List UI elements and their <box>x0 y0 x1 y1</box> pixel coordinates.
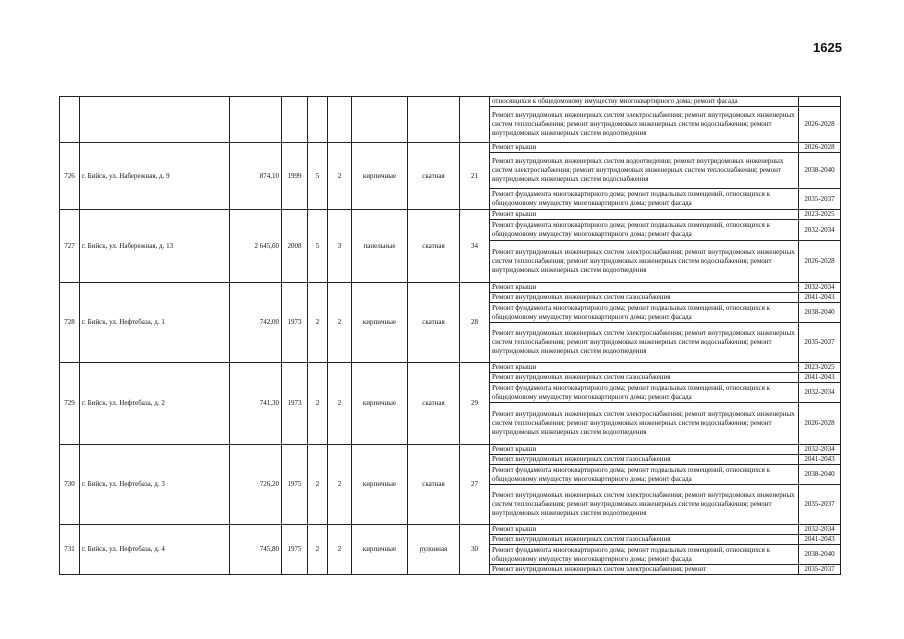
work-description: Ремонт крыши <box>490 283 799 293</box>
work-description: Ремонт фундамента многоквартирного дома; ремонт подвальных помещений, относящихся к общедомовому имуществу многоквартирного дома; ремонт фасада <box>490 383 799 403</box>
house-floors: 5 <box>308 143 328 210</box>
house-area: 741,30 <box>230 363 282 445</box>
house-number: 731 <box>60 525 80 575</box>
house-entrances: 2 <box>328 143 352 210</box>
work-period: 2026-2028 <box>799 241 841 283</box>
house-number: 730 <box>60 445 80 525</box>
house-year: 2008 <box>282 210 308 283</box>
residents-count <box>460 97 490 143</box>
work-period: 2032-2034 <box>799 445 841 455</box>
work-description: Ремонт внутридомовых инженерных систем электроснабжения; ремонт <box>490 565 799 575</box>
work-period: 2026-2028 <box>799 107 841 143</box>
house-area <box>230 97 282 143</box>
house-entrances: 2 <box>328 283 352 363</box>
work-period: 2035-2037 <box>799 189 841 210</box>
work-description: Ремонт внутридомовых инженерных систем газоснабжения <box>490 535 799 545</box>
house-address: г. Бийск, ул. Набережная, д. 13 <box>80 210 230 283</box>
work-description: Ремонт внутридомовых инженерных систем электроснабжения; ремонт внутридомовых инженерных систем теплоснабжения; ремонт внутридомовых инженерных систем водоснабжения; ремонт внутридомовых инженерных систем водоотведения <box>490 485 799 525</box>
work-description: Ремонт фундамента многоквартирного дома; ремонт подвальных помещений, относящихся к общедомовому имуществу многоквартирного дома; ремонт фасада <box>490 189 799 210</box>
house-number <box>60 97 80 143</box>
table-row <box>60 525 841 535</box>
wall-material: кирпичные <box>352 445 408 525</box>
house-area: 742,00 <box>230 283 282 363</box>
house-address <box>80 97 230 143</box>
work-description: Ремонт крыши <box>490 143 799 153</box>
work-description: Ремонт фундамента многоквартирного дома; ремонт подвальных помещений, относящихся к общедомовому имуществу многоквартирного дома; ремонт фасада <box>490 465 799 485</box>
house-number: 729 <box>60 363 80 445</box>
work-period: 2032-2034 <box>799 283 841 293</box>
roof-type <box>408 97 460 143</box>
house-number: 728 <box>60 283 80 363</box>
work-description: Ремонт крыши <box>490 525 799 535</box>
house-floors <box>308 97 328 143</box>
house-address: г. Бийск, ул. Нефтебаза, д. 4 <box>80 525 230 575</box>
work-period: 2035-2037 <box>799 323 841 363</box>
roof-type: скатная <box>408 445 460 525</box>
work-period: 2032-2034 <box>799 220 841 241</box>
work-description: Ремонт крыши <box>490 210 799 220</box>
house-number: 727 <box>60 210 80 283</box>
roof-type: скатная <box>408 283 460 363</box>
residents-count: 27 <box>460 445 490 525</box>
house-year: 1975 <box>282 525 308 575</box>
wall-material: панельные <box>352 210 408 283</box>
table-row <box>60 445 841 455</box>
wall-material: кирпичные <box>352 363 408 445</box>
table-row <box>60 143 841 153</box>
work-description: относящихся к общедомовому имуществу многоквартирного дома; ремонт фасада <box>490 97 799 107</box>
house-address: г. Бийск, ул. Нефтебаза, д. 3 <box>80 445 230 525</box>
house-number: 726 <box>60 143 80 210</box>
house-address: г. Бийск, ул. Набережная, д. 9 <box>80 143 230 210</box>
house-year: 1973 <box>282 283 308 363</box>
house-area: 2 645,60 <box>230 210 282 283</box>
work-period: 2038-2040 <box>799 303 841 323</box>
work-description: Ремонт внутридомовых инженерных систем электроснабжения; ремонт внутридомовых инженерных систем теплоснабжения; ремонт внутридомовых инженерных систем водоснабжения; ремонт внутридомовых инженерных систем водоотведения <box>490 323 799 363</box>
work-description: Ремонт внутридомовых инженерных систем электроснабжения; ремонт внутридомовых инженерных систем теплоснабжения; ремонт внутридомовых инженерных систем водоснабжения; ремонт внутридомовых инженерных систем водоотведения <box>490 107 799 143</box>
house-address: г. Бийск, ул. Нефтебаза, д. 1 <box>80 283 230 363</box>
house-area: 745,80 <box>230 525 282 575</box>
house-floors: 2 <box>308 283 328 363</box>
work-period: 2038-2040 <box>799 545 841 565</box>
table-row <box>60 283 841 293</box>
table-row <box>60 363 841 373</box>
residents-count: 28 <box>460 283 490 363</box>
work-description: Ремонт фундамента многоквартирного дома; ремонт подвальных помещений, относящихся к общедомовому имуществу многоквартирного дома; ремонт фасада <box>490 220 799 241</box>
house-address: г. Бийск, ул. Нефтебаза, д. 2 <box>80 363 230 445</box>
work-period: 2038-2040 <box>799 153 841 189</box>
work-description: Ремонт фундамента многоквартирного дома; ремонт подвальных помещений, относящихся к общедомовому имуществу многоквартирного дома; ремонт фасада <box>490 303 799 323</box>
work-description: Ремонт внутридомовых инженерных систем водоотведения; ремонт внутридомовых инженерных систем электроснабжения; ремонт внутридомовых инженерных систем теплоснабжения; ремонт внутридомовых инженерных систем водоснабжения <box>490 153 799 189</box>
work-period: 2041-2043 <box>799 535 841 545</box>
table-body <box>60 97 841 575</box>
work-description: Ремонт внутридомовых инженерных систем газоснабжения <box>490 293 799 303</box>
work-period: 2038-2040 <box>799 465 841 485</box>
house-area: 874,10 <box>230 143 282 210</box>
work-period: 2035-2037 <box>799 565 841 575</box>
table-row <box>60 97 841 107</box>
work-description: Ремонт внутридомовых инженерных систем электроснабжения; ремонт внутридомовых инженерных систем теплоснабжения; ремонт внутридомовых инженерных систем водоснабжения; ремонт внутридомовых инженерных систем водоотведения <box>490 403 799 445</box>
work-description: Ремонт фундамента многоквартирного дома; ремонт подвальных помещений, относящихся к общедомовому имуществу многоквартирного дома; ремонт фасада <box>490 545 799 565</box>
roof-type: рулонная <box>408 525 460 575</box>
house-floors: 2 <box>308 363 328 445</box>
work-period: 2023-2025 <box>799 210 841 220</box>
house-entrances: 2 <box>328 445 352 525</box>
work-description: Ремонт внутридомовых инженерных систем газоснабжения <box>490 373 799 383</box>
house-entrances: 2 <box>328 363 352 445</box>
house-floors: 2 <box>308 525 328 575</box>
house-entrances: 2 <box>328 525 352 575</box>
work-period: 2041-2043 <box>799 373 841 383</box>
residents-count: 30 <box>460 525 490 575</box>
house-entrances <box>328 97 352 143</box>
house-year: 1975 <box>282 445 308 525</box>
wall-material: кирпичные <box>352 283 408 363</box>
work-description: Ремонт внутридомовых инженерных систем электроснабжения; ремонт внутридомовых инженерных систем теплоснабжения; ремонт внутридомовых инженерных систем водоснабжения; ремонт внутридомовых инженерных систем водоотведения <box>490 241 799 283</box>
roof-type: скатная <box>408 143 460 210</box>
work-description: Ремонт крыши <box>490 445 799 455</box>
house-entrances: 3 <box>328 210 352 283</box>
repair-schedule-table <box>59 96 841 575</box>
table-row <box>60 210 841 220</box>
house-year <box>282 97 308 143</box>
residents-count: 29 <box>460 363 490 445</box>
work-period: 2023-2025 <box>799 363 841 373</box>
work-period: 2032-2034 <box>799 525 841 535</box>
house-floors: 2 <box>308 445 328 525</box>
work-period: 2041-2043 <box>799 293 841 303</box>
residents-count: 34 <box>460 210 490 283</box>
house-area: 726,20 <box>230 445 282 525</box>
page-number: 1625 <box>813 40 842 55</box>
work-period: 2026-2028 <box>799 143 841 153</box>
residents-count: 21 <box>460 143 490 210</box>
work-description: Ремонт крыши <box>490 363 799 373</box>
wall-material: кирпичные <box>352 143 408 210</box>
work-period <box>799 97 841 107</box>
work-period: 2035-2037 <box>799 485 841 525</box>
work-period: 2041-2043 <box>799 455 841 465</box>
work-description: Ремонт внутридомовых инженерных систем газоснабжения <box>490 455 799 465</box>
house-year: 1999 <box>282 143 308 210</box>
wall-material: кирпичные <box>352 525 408 575</box>
work-period: 2032-2034 <box>799 383 841 403</box>
roof-type: скатная <box>408 363 460 445</box>
work-period: 2026-2028 <box>799 403 841 445</box>
house-floors: 5 <box>308 210 328 283</box>
house-year: 1973 <box>282 363 308 445</box>
roof-type: скатная <box>408 210 460 283</box>
wall-material <box>352 97 408 143</box>
